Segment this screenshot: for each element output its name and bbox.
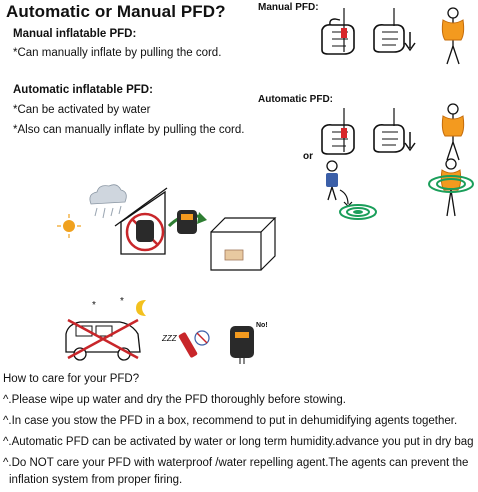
storage-illustration (85, 180, 275, 280)
person-inflated-in-water-illustration (425, 158, 477, 220)
care-item-2: ^.In case you stow the PFD in a box, recommend to put in dehumidifying agents together. (3, 415, 458, 427)
manual-desc: *Can manually inflate by pulling the cord. (13, 47, 222, 59)
person-falling-into-water-illustration (318, 160, 378, 222)
car-night-illustration (62, 294, 172, 364)
manual-pfd-label: Manual PFD: (258, 2, 319, 13)
care-item-4-continued: inflation system from proper firing. (9, 474, 183, 486)
svg-text:*: * (92, 300, 96, 311)
page-title: Automatic or Manual PFD? (6, 2, 226, 21)
care-item-3: ^.Automatic PFD can be activated by water or long term humidity.advance you put in dry bag (3, 436, 474, 448)
manual-hand-pull-illustration (318, 8, 378, 58)
no-label: No! (256, 322, 268, 329)
zzz-label: ZZZ (162, 334, 177, 343)
or-label: or (303, 151, 313, 162)
manual-hand-release-illustration (372, 8, 422, 58)
care-item-4: ^.Do NOT care your PFD with waterproof /water repelling agent.The agents can prevent the (3, 457, 469, 469)
auto-hand-release-illustration (372, 108, 422, 158)
automatic-pfd-label: Automatic PFD: (258, 94, 333, 105)
care-heading: How to care for your PFD? (3, 373, 140, 385)
automatic-heading: Automatic inflatable PFD: (13, 84, 153, 96)
manual-heading: Manual inflatable PFD: (13, 28, 137, 40)
manual-inflated-person-illustration (435, 6, 471, 66)
automatic-desc-2: *Also can manually inflate by pulling the cord. (13, 124, 245, 136)
svg-text:*: * (120, 296, 124, 307)
auto-hand-pull-illustration (318, 108, 378, 158)
care-item-1: ^.Please wipe up water and dry the PFD thoroughly before stowing. (3, 394, 346, 406)
auto-inflated-person-illustration (435, 102, 471, 162)
automatic-desc-1: *Can be activated by water (13, 104, 151, 116)
